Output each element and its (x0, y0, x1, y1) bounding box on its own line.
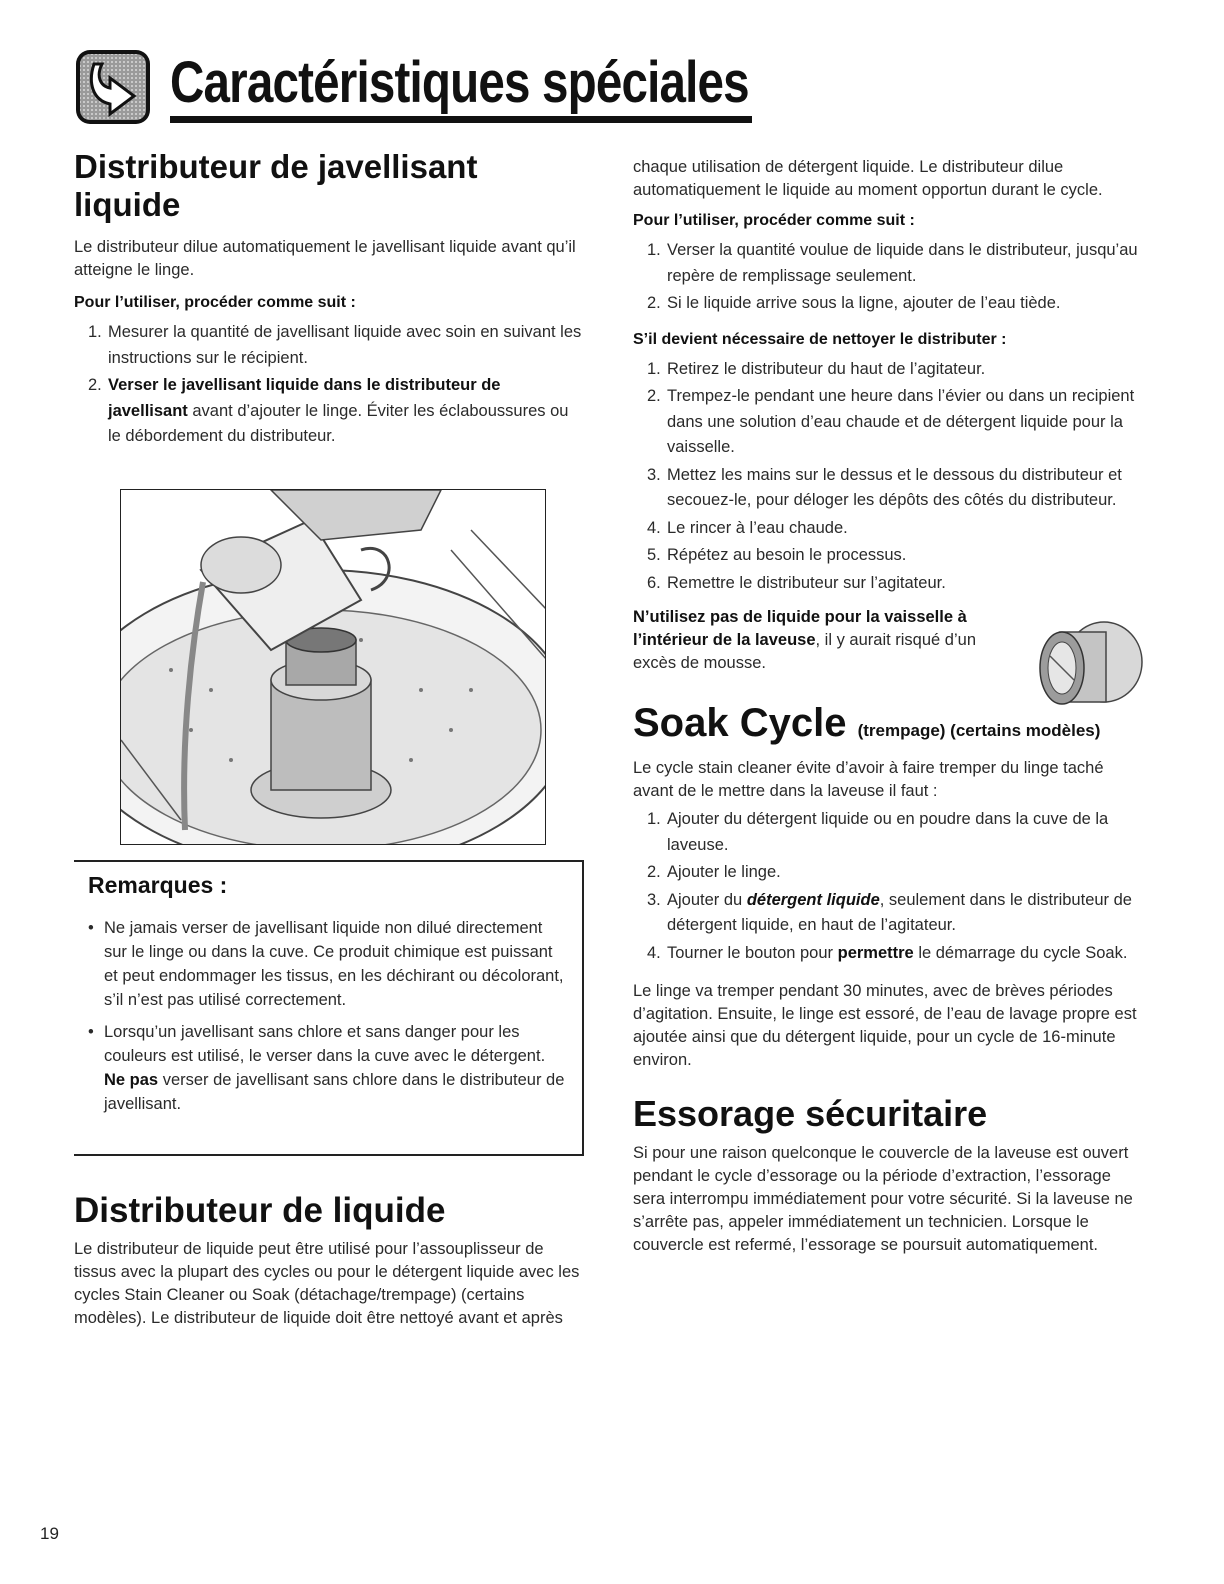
page-header (74, 48, 754, 130)
bleach-title-line2: liquide (74, 186, 181, 223)
left-column (74, 148, 584, 452)
list-item: 6. Remettre le distributeur sur l’agitateur. (647, 573, 946, 592)
list-item: 1. Ajouter du détergent liquide ou en poudre dans la cuve de la laveuse. (647, 810, 1109, 854)
clean-lead: S’il devient nécessaire de nettoyer le distributer : (633, 330, 1007, 348)
liquid-section-left (74, 1192, 584, 1330)
list-item: 4. Tourner le bouton pour permettre le démarrage du cycle Soak. (647, 943, 1128, 962)
page-number: 19 (40, 1524, 59, 1543)
liquid-section-title: Distributeur de liquide (74, 1191, 446, 1230)
notes-title: Remarques : (88, 872, 228, 898)
liquid-steps (633, 238, 1145, 317)
arrow-logo-icon (74, 48, 152, 126)
soak-subtitle: (trempage) (certains modèles) (857, 721, 1101, 740)
list-item: 1. Mesurer la quantité de javellisant liquide avec soin en suivant les instructions sur le récipient. (88, 323, 582, 367)
liquid-dispenser-image (1030, 616, 1146, 724)
bleach-steps (74, 320, 584, 450)
notes-box (74, 860, 584, 1156)
list-item: 4. Le rincer à l’eau chaude. (647, 518, 848, 537)
liquid-body: Le distributeur de liquide peut être utilisé pour l’assouplisseur de tissus avec la plupart des cycles ou pour le détergent liquide avec les cycles Stain Cleaner ou Soak (détachage/trempage) (certains modèles). Le distributeur de liquide doit être nettoyé avant et après (74, 1240, 580, 1327)
list-item: 2. Trempez-le pendant une heure dans l’évier ou dans un recipient dans une solution d’eau chaude et de détergent liquide pour la vaisselle. (647, 387, 1135, 456)
bleach-intro: Le distributeur dilue automatiquement le javellisant liquide avant qu’il atteigne le linge. (74, 238, 576, 279)
washer-tub-image (121, 490, 546, 845)
notes-list (88, 916, 566, 1124)
safe-spin-title: Essorage sécuritaire (633, 1093, 988, 1134)
list-item: • Lorsqu’un javellisant sans chlore et sans danger pour les couleurs est utilisé, le verser dans la cuve avec le détergent. Ne pas verser de javellisant sans chlore dans le distributeur de javellisant. (88, 1023, 565, 1113)
list-item: 3. Ajouter du détergent liquide, seulement dans le distributeur de détergent liquide, en haut de l’agitateur. (647, 890, 1132, 934)
safe-spin-body: Si pour une raison quelconque le couvercle de la laveuse est ouvert pendant le cycle d’essorage ou la période d’extraction, l’essorage sera interrompu immédiatement pour votre sécurité. Si la laveuse ne s’arrête pas, appeler immédiatement un technicien. Lorsque le couvercle est refermé, l’essorage se poursuit automatiquement. (633, 1144, 1133, 1254)
list-item: 1. Retirez le distributeur du haut de l’agitateur. (647, 359, 986, 378)
soak-outro: Le linge va tremper pendant 30 minutes, avec de brèves périodes d’agitation. Ensuite, le linge est essoré, de l’eau de lavage propre est ajoutée ainsi que du détergent liquide, pour un cycle de 16-minute environ. (633, 982, 1137, 1069)
list-item: 1. Verser la quantité voulue de liquide dans le distributeur, jusqu’au repère de remplissage seulement. (647, 241, 1138, 285)
list-item: 3. Mettez les mains sur le dessus et le dessous du distributeur et secouez-le, pour déloger les dépôts des côtés du distributeur. (647, 465, 1122, 509)
clean-steps (633, 357, 1145, 597)
list-item: • Ne jamais verser de javellisant liquide non dilué directement sur le linge ou dans la cuve. Ce produit chimique est puissant et peut endommager les tissus, en les déchirant ou décolorant, s’il n’est pas utilisé correctement. (88, 919, 564, 1009)
bleach-pouring-illustration (120, 489, 546, 845)
bleach-lead: Pour l’utiliser, procéder comme suit : (74, 294, 356, 311)
bleach-title-line1: Distributeur de javellisant (74, 148, 478, 185)
soak-steps (633, 807, 1145, 966)
liquid-continued: chaque utilisation de détergent liquide. Le distributeur dilue automatiquement le liquide au moment opportun durant le cycle. (633, 158, 1103, 199)
list-item: 2. Si le liquide arrive sous la ligne, ajouter de l’eau tiède. (647, 294, 1061, 312)
soak-intro: Le cycle stain cleaner évite d’avoir à faire tremper du linge taché avant de le mettre dans la laveuse il faut : (633, 759, 1104, 800)
page-title: Caractéristiques spéciales (170, 50, 749, 115)
title-underline (170, 116, 752, 123)
list-item: 5. Répétez au besoin le processus. (647, 546, 907, 564)
list-item: 2. Verser le javellisant liquide dans le distributeur de javellisant avant d’ajouter le linge. Éviter les éclaboussures ou le débordement du distributeur. (88, 376, 569, 445)
bleach-section-title (74, 148, 584, 224)
list-item: 2. Ajouter le linge. (647, 863, 781, 881)
liquid-lead: Pour l’utiliser, procéder comme suit : (633, 212, 915, 229)
dish-soap-warning: N’utilisez pas de liquide pour la vaisselle à l’intérieur de la laveuse, il y aurait risqué d’un excès de mousse. (633, 608, 976, 672)
soak-section-title: Soak Cycle (trempage) (certains modèles) (633, 701, 1101, 745)
